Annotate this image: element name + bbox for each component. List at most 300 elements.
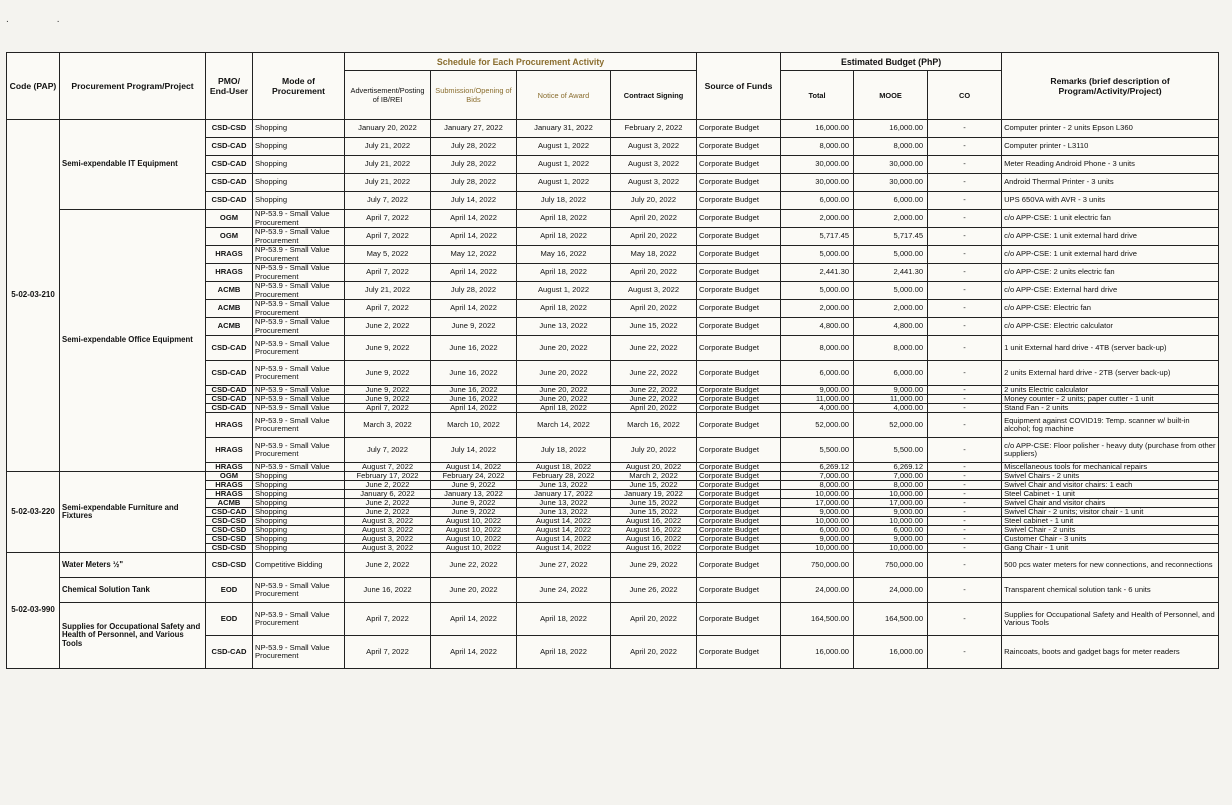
submission-date-cell: July 14, 2022	[431, 438, 517, 463]
pmo-cell: HRAGS	[206, 413, 253, 438]
total-cell: 16,000.00	[781, 636, 854, 669]
submission-date-cell: April 14, 2022	[431, 404, 517, 413]
contract-date-cell: June 29, 2022	[611, 553, 697, 578]
remarks-cell: 2 units Electric calculator	[1002, 386, 1219, 395]
advert-date-cell: April 7, 2022	[345, 210, 431, 228]
pmo-cell: CSD-CSD	[206, 517, 253, 526]
program-cell: Supplies for Occupational Safety and Health of Personnel, and Various Tools	[60, 603, 206, 669]
pmo-cell: ACMB	[206, 499, 253, 508]
notice-date-cell: April 18, 2022	[517, 210, 611, 228]
mode-cell: NP-53.9 - Small Value Procurement	[253, 636, 345, 669]
mode-cell: Shopping	[253, 544, 345, 553]
submission-date-cell: June 9, 2022	[431, 481, 517, 490]
submission-date-cell: June 16, 2022	[431, 361, 517, 386]
advert-date-cell: June 2, 2022	[345, 508, 431, 517]
notice-date-cell: August 1, 2022	[517, 156, 611, 174]
mooe-cell: 16,000.00	[854, 636, 928, 669]
header-code: Code (PAP)	[7, 53, 60, 120]
mode-cell: Shopping	[253, 120, 345, 138]
contract-date-cell: August 16, 2022	[611, 517, 697, 526]
co-cell: -	[928, 336, 1002, 361]
contract-date-cell: August 3, 2022	[611, 138, 697, 156]
notice-date-cell: August 1, 2022	[517, 174, 611, 192]
submission-date-cell: January 13, 2022	[431, 490, 517, 499]
remarks-cell: c/o APP-CSE: 1 unit electric fan	[1002, 210, 1219, 228]
source-cell: Corporate Budget	[697, 490, 781, 499]
remarks-cell: Computer printer - 2 units Epson L360	[1002, 120, 1219, 138]
mooe-cell: 16,000.00	[854, 120, 928, 138]
total-cell: 52,000.00	[781, 413, 854, 438]
contract-date-cell: June 22, 2022	[611, 386, 697, 395]
source-cell: Corporate Budget	[697, 413, 781, 438]
total-cell: 8,000.00	[781, 336, 854, 361]
remarks-cell: c/o APP-CSE: 2 units electric fan	[1002, 264, 1219, 282]
advert-date-cell: April 7, 2022	[345, 636, 431, 669]
remarks-cell: Miscellaneous tools for mechanical repairs	[1002, 463, 1219, 472]
contract-date-cell: August 3, 2022	[611, 156, 697, 174]
remarks-cell: Computer printer - L3110	[1002, 138, 1219, 156]
source-cell: Corporate Budget	[697, 526, 781, 535]
co-cell: -	[928, 282, 1002, 300]
remarks-cell: c/o APP-CSE: Electric calculator	[1002, 318, 1219, 336]
co-cell: -	[928, 472, 1002, 481]
pmo-cell: OGM	[206, 210, 253, 228]
remarks-cell: Swivel Chairs - 2 units	[1002, 472, 1219, 481]
advert-date-cell: June 2, 2022	[345, 499, 431, 508]
co-cell: -	[928, 526, 1002, 535]
notice-date-cell: June 20, 2022	[517, 336, 611, 361]
header-submission: Submission/Opening of Bids	[431, 71, 517, 120]
notice-date-cell: June 13, 2022	[517, 508, 611, 517]
source-cell: Corporate Budget	[697, 472, 781, 481]
total-cell: 9,000.00	[781, 535, 854, 544]
mode-cell: Shopping	[253, 499, 345, 508]
remarks-cell: c/o APP-CSE: External hard drive	[1002, 282, 1219, 300]
co-cell: -	[928, 210, 1002, 228]
remarks-cell: c/o APP-CSE: Floor polisher - heavy duty (purchase from other suppliers)	[1002, 438, 1219, 463]
program-cell: Semi-expendable IT Equipment	[60, 120, 206, 210]
mode-cell: NP-53.9 - Small Value	[253, 395, 345, 404]
remarks-cell: Android Thermal Printer - 3 units	[1002, 174, 1219, 192]
program-cell: Chemical Solution Tank	[60, 578, 206, 603]
source-cell: Corporate Budget	[697, 386, 781, 395]
advert-date-cell: April 7, 2022	[345, 603, 431, 636]
co-cell: -	[928, 395, 1002, 404]
source-cell: Corporate Budget	[697, 361, 781, 386]
pmo-cell: EOD	[206, 603, 253, 636]
notice-date-cell: August 14, 2022	[517, 535, 611, 544]
submission-date-cell: June 20, 2022	[431, 578, 517, 603]
remarks-cell: Supplies for Occupational Safety and Health of Personnel, and Various Tools	[1002, 603, 1219, 636]
total-cell: 2,441.30	[781, 264, 854, 282]
remarks-cell: 2 units External hard drive - 2TB (server back-up)	[1002, 361, 1219, 386]
co-cell: -	[928, 463, 1002, 472]
advert-date-cell: June 2, 2022	[345, 553, 431, 578]
pmo-cell: CSD-CAD	[206, 156, 253, 174]
notice-date-cell: August 14, 2022	[517, 544, 611, 553]
remarks-cell: c/o APP-CSE: Electric fan	[1002, 300, 1219, 318]
notice-date-cell: August 14, 2022	[517, 517, 611, 526]
mode-cell: NP-53.9 - Small Value Procurement	[253, 282, 345, 300]
source-cell: Corporate Budget	[697, 517, 781, 526]
submission-date-cell: July 14, 2022	[431, 192, 517, 210]
submission-date-cell: June 16, 2022	[431, 395, 517, 404]
mooe-cell: 750,000.00	[854, 553, 928, 578]
mode-cell: NP-53.9 - Small Value Procurement	[253, 361, 345, 386]
mooe-cell: 10,000.00	[854, 490, 928, 499]
source-cell: Corporate Budget	[697, 156, 781, 174]
advert-date-cell: February 17, 2022	[345, 472, 431, 481]
advert-date-cell: January 6, 2022	[345, 490, 431, 499]
remarks-cell: UPS 650VA with AVR - 3 units	[1002, 192, 1219, 210]
source-cell: Corporate Budget	[697, 544, 781, 553]
pap-code-cell: 5-02-03-990	[7, 553, 60, 669]
mooe-cell: 5,500.00	[854, 438, 928, 463]
source-cell: Corporate Budget	[697, 192, 781, 210]
notice-date-cell: April 18, 2022	[517, 404, 611, 413]
co-cell: -	[928, 361, 1002, 386]
notice-date-cell: August 14, 2022	[517, 526, 611, 535]
mooe-cell: 164,500.00	[854, 603, 928, 636]
pmo-cell: CSD-CSD	[206, 535, 253, 544]
mooe-cell: 10,000.00	[854, 517, 928, 526]
mooe-cell: 5,717.45	[854, 228, 928, 246]
source-cell: Corporate Budget	[697, 404, 781, 413]
advert-date-cell: January 20, 2022	[345, 120, 431, 138]
contract-date-cell: June 22, 2022	[611, 395, 697, 404]
co-cell: -	[928, 174, 1002, 192]
mooe-cell: 5,000.00	[854, 282, 928, 300]
pmo-cell: CSD-CAD	[206, 404, 253, 413]
submission-date-cell: July 28, 2022	[431, 282, 517, 300]
notice-date-cell: May 16, 2022	[517, 246, 611, 264]
remarks-cell: c/o APP-CSE: 1 unit external hard drive	[1002, 228, 1219, 246]
total-cell: 6,000.00	[781, 526, 854, 535]
advert-date-cell: May 5, 2022	[345, 246, 431, 264]
mode-cell: NP-53.9 - Small Value Procurement	[253, 336, 345, 361]
pmo-cell: CSD-CAD	[206, 361, 253, 386]
mode-cell: Shopping	[253, 192, 345, 210]
notice-date-cell: April 18, 2022	[517, 228, 611, 246]
notice-date-cell: April 18, 2022	[517, 264, 611, 282]
contract-date-cell: June 15, 2022	[611, 508, 697, 517]
mode-cell: Shopping	[253, 526, 345, 535]
pmo-cell: CSD-CAD	[206, 192, 253, 210]
submission-date-cell: August 10, 2022	[431, 535, 517, 544]
table-row	[7, 603, 1219, 636]
notice-date-cell: January 17, 2022	[517, 490, 611, 499]
advert-date-cell: August 3, 2022	[345, 526, 431, 535]
mode-cell: NP-53.9 - Small Value	[253, 386, 345, 395]
header-mode: Mode of Procurement	[253, 53, 345, 120]
header-remarks: Remarks (brief description of Program/Activity/Project)	[1002, 53, 1219, 120]
contract-date-cell: August 3, 2022	[611, 282, 697, 300]
contract-date-cell: July 20, 2022	[611, 192, 697, 210]
submission-date-cell: April 14, 2022	[431, 210, 517, 228]
header-contract: Contract Signing	[611, 71, 697, 120]
submission-date-cell: April 14, 2022	[431, 603, 517, 636]
co-cell: -	[928, 438, 1002, 463]
table-row	[7, 578, 1219, 603]
advert-date-cell: July 7, 2022	[345, 438, 431, 463]
advert-date-cell: June 9, 2022	[345, 336, 431, 361]
total-cell: 10,000.00	[781, 517, 854, 526]
submission-date-cell: June 9, 2022	[431, 499, 517, 508]
co-cell: -	[928, 404, 1002, 413]
co-cell: -	[928, 300, 1002, 318]
source-cell: Corporate Budget	[697, 264, 781, 282]
co-cell: -	[928, 553, 1002, 578]
source-cell: Corporate Budget	[697, 300, 781, 318]
source-cell: Corporate Budget	[697, 318, 781, 336]
mode-cell: Shopping	[253, 517, 345, 526]
total-cell: 9,000.00	[781, 508, 854, 517]
header-program: Procurement Program/Project	[60, 53, 206, 120]
mode-cell: NP-53.9 - Small Value Procurement	[253, 264, 345, 282]
notice-date-cell: June 27, 2022	[517, 553, 611, 578]
contract-date-cell: June 26, 2022	[611, 578, 697, 603]
mode-cell: Shopping	[253, 481, 345, 490]
remarks-cell: 500 pcs water meters for new connections, and reconnections	[1002, 553, 1219, 578]
co-cell: -	[928, 578, 1002, 603]
remarks-cell: Equipment against COVID19: Temp. scanner w/ built-in alcohol; fog machine	[1002, 413, 1219, 438]
total-cell: 4,000.00	[781, 404, 854, 413]
total-cell: 5,500.00	[781, 438, 854, 463]
notice-date-cell: August 18, 2022	[517, 463, 611, 472]
notice-date-cell: March 14, 2022	[517, 413, 611, 438]
mooe-cell: 30,000.00	[854, 174, 928, 192]
mooe-cell: 8,000.00	[854, 336, 928, 361]
co-cell: -	[928, 535, 1002, 544]
contract-date-cell: February 2, 2022	[611, 120, 697, 138]
co-cell: -	[928, 264, 1002, 282]
mooe-cell: 9,000.00	[854, 386, 928, 395]
program-cell: Water Meters ½"	[60, 553, 206, 578]
remarks-cell: c/o APP-CSE: 1 unit external hard drive	[1002, 246, 1219, 264]
submission-date-cell: April 14, 2022	[431, 228, 517, 246]
notice-date-cell: July 18, 2022	[517, 192, 611, 210]
submission-date-cell: February 24, 2022	[431, 472, 517, 481]
mode-cell: Shopping	[253, 472, 345, 481]
notice-date-cell: April 18, 2022	[517, 636, 611, 669]
total-cell: 164,500.00	[781, 603, 854, 636]
pmo-cell: CSD-CAD	[206, 336, 253, 361]
pmo-cell: CSD-CAD	[206, 386, 253, 395]
co-cell: -	[928, 499, 1002, 508]
co-cell: -	[928, 490, 1002, 499]
source-cell: Corporate Budget	[697, 228, 781, 246]
advert-date-cell: June 2, 2022	[345, 481, 431, 490]
submission-date-cell: July 28, 2022	[431, 138, 517, 156]
advert-date-cell: June 2, 2022	[345, 318, 431, 336]
total-cell: 24,000.00	[781, 578, 854, 603]
mode-cell: Shopping	[253, 490, 345, 499]
total-cell: 17,000.00	[781, 499, 854, 508]
notice-date-cell: June 20, 2022	[517, 361, 611, 386]
total-cell: 9,000.00	[781, 386, 854, 395]
submission-date-cell: August 10, 2022	[431, 517, 517, 526]
co-cell: -	[928, 386, 1002, 395]
advert-date-cell: June 9, 2022	[345, 395, 431, 404]
notice-date-cell: July 18, 2022	[517, 438, 611, 463]
contract-date-cell: August 16, 2022	[611, 535, 697, 544]
advert-date-cell: March 3, 2022	[345, 413, 431, 438]
advert-date-cell: August 7, 2022	[345, 463, 431, 472]
contract-date-cell: June 15, 2022	[611, 481, 697, 490]
total-cell: 5,717.45	[781, 228, 854, 246]
notice-date-cell: January 31, 2022	[517, 120, 611, 138]
mooe-cell: 52,000.00	[854, 413, 928, 438]
co-cell: -	[928, 246, 1002, 264]
mooe-cell: 7,000.00	[854, 472, 928, 481]
total-cell: 2,000.00	[781, 210, 854, 228]
pmo-cell: OGM	[206, 472, 253, 481]
source-cell: Corporate Budget	[697, 138, 781, 156]
advert-date-cell: April 7, 2022	[345, 264, 431, 282]
mode-cell: NP-53.9 - Small Value Procurement	[253, 300, 345, 318]
co-cell: -	[928, 508, 1002, 517]
mode-cell: Competitive Bidding	[253, 553, 345, 578]
pmo-cell: CSD-CAD	[206, 174, 253, 192]
mooe-cell: 2,000.00	[854, 210, 928, 228]
co-cell: -	[928, 156, 1002, 174]
total-cell: 6,000.00	[781, 361, 854, 386]
mode-cell: NP-53.9 - Small Value	[253, 463, 345, 472]
source-cell: Corporate Budget	[697, 578, 781, 603]
total-cell: 30,000.00	[781, 156, 854, 174]
table-row	[7, 210, 1219, 228]
submission-date-cell: June 9, 2022	[431, 318, 517, 336]
header-mooe: MOOE	[854, 71, 928, 120]
mode-cell: Shopping	[253, 174, 345, 192]
advert-date-cell: June 16, 2022	[345, 578, 431, 603]
header-notice: Notice of Award	[517, 71, 611, 120]
submission-date-cell: March 10, 2022	[431, 413, 517, 438]
pmo-cell: CSD-CAD	[206, 138, 253, 156]
co-cell: -	[928, 413, 1002, 438]
remarks-cell: Steel cabinet - 1 unit	[1002, 517, 1219, 526]
submission-date-cell: June 16, 2022	[431, 386, 517, 395]
submission-date-cell: April 14, 2022	[431, 636, 517, 669]
source-cell: Corporate Budget	[697, 553, 781, 578]
pmo-cell: HRAGS	[206, 463, 253, 472]
mooe-cell: 8,000.00	[854, 481, 928, 490]
co-cell: -	[928, 138, 1002, 156]
header-advert: Advertisement/Posting of IB/REI	[345, 71, 431, 120]
contract-date-cell: April 20, 2022	[611, 404, 697, 413]
mode-cell: NP-53.9 - Small Value Procurement	[253, 246, 345, 264]
submission-date-cell: May 12, 2022	[431, 246, 517, 264]
submission-date-cell: June 22, 2022	[431, 553, 517, 578]
mode-cell: NP-53.9 - Small Value Procurement	[253, 413, 345, 438]
notice-date-cell: February 28, 2022	[517, 472, 611, 481]
submission-date-cell: August 14, 2022	[431, 463, 517, 472]
contract-date-cell: June 22, 2022	[611, 361, 697, 386]
contract-date-cell: July 20, 2022	[611, 438, 697, 463]
advert-date-cell: April 7, 2022	[345, 404, 431, 413]
table-row	[7, 553, 1219, 578]
source-cell: Corporate Budget	[697, 636, 781, 669]
remarks-cell: Raincoats, boots and gadget bags for meter readers	[1002, 636, 1219, 669]
notice-date-cell: April 18, 2022	[517, 300, 611, 318]
source-cell: Corporate Budget	[697, 535, 781, 544]
source-cell: Corporate Budget	[697, 120, 781, 138]
co-cell: -	[928, 318, 1002, 336]
pmo-cell: CSD-CAD	[206, 395, 253, 404]
source-cell: Corporate Budget	[697, 508, 781, 517]
mooe-cell: 9,000.00	[854, 508, 928, 517]
mode-cell: NP-53.9 - Small Value Procurement	[253, 578, 345, 603]
co-cell: -	[928, 517, 1002, 526]
advert-date-cell: June 9, 2022	[345, 386, 431, 395]
total-cell: 4,800.00	[781, 318, 854, 336]
pmo-cell: HRAGS	[206, 264, 253, 282]
total-cell: 10,000.00	[781, 490, 854, 499]
submission-date-cell: July 28, 2022	[431, 174, 517, 192]
contract-date-cell: April 20, 2022	[611, 264, 697, 282]
notice-date-cell: June 13, 2022	[517, 481, 611, 490]
mooe-cell: 6,000.00	[854, 526, 928, 535]
remarks-cell: Customer Chair - 3 units	[1002, 535, 1219, 544]
submission-date-cell: August 10, 2022	[431, 526, 517, 535]
advert-date-cell: August 3, 2022	[345, 544, 431, 553]
notice-date-cell: June 24, 2022	[517, 578, 611, 603]
contract-date-cell: April 20, 2022	[611, 228, 697, 246]
total-cell: 11,000.00	[781, 395, 854, 404]
co-cell: -	[928, 481, 1002, 490]
source-cell: Corporate Budget	[697, 481, 781, 490]
total-cell: 7,000.00	[781, 472, 854, 481]
source-cell: Corporate Budget	[697, 174, 781, 192]
source-cell: Corporate Budget	[697, 395, 781, 404]
mode-cell: NP-53.9 - Small Value Procurement	[253, 603, 345, 636]
co-cell: -	[928, 192, 1002, 210]
advert-date-cell: June 9, 2022	[345, 361, 431, 386]
contract-date-cell: January 19, 2022	[611, 490, 697, 499]
co-cell: -	[928, 636, 1002, 669]
notice-date-cell: August 1, 2022	[517, 282, 611, 300]
mode-cell: NP-53.9 - Small Value	[253, 404, 345, 413]
mooe-cell: 5,000.00	[854, 246, 928, 264]
contract-date-cell: March 2, 2022	[611, 472, 697, 481]
submission-date-cell: June 16, 2022	[431, 336, 517, 361]
submission-date-cell: July 28, 2022	[431, 156, 517, 174]
total-cell: 2,000.00	[781, 300, 854, 318]
source-cell: Corporate Budget	[697, 210, 781, 228]
notice-date-cell: June 20, 2022	[517, 395, 611, 404]
header-total: Total	[781, 71, 854, 120]
program-cell: Semi-expendable Office Equipment	[60, 210, 206, 472]
remarks-cell: 1 unit External hard drive - 4TB (server back-up)	[1002, 336, 1219, 361]
pmo-cell: CSD-CSD	[206, 526, 253, 535]
pmo-cell: CSD-CSD	[206, 553, 253, 578]
co-cell: -	[928, 228, 1002, 246]
header-budget: Estimated Budget (PhP)	[781, 53, 1002, 71]
contract-date-cell: August 16, 2022	[611, 526, 697, 535]
contract-date-cell: August 20, 2022	[611, 463, 697, 472]
header-schedule: Schedule for Each Procurement Activity	[345, 53, 697, 71]
mode-cell: Shopping	[253, 508, 345, 517]
advert-date-cell: August 3, 2022	[345, 517, 431, 526]
source-cell: Corporate Budget	[697, 336, 781, 361]
mode-cell: Shopping	[253, 138, 345, 156]
pmo-cell: ACMB	[206, 282, 253, 300]
mooe-cell: 2,000.00	[854, 300, 928, 318]
contract-date-cell: August 16, 2022	[611, 544, 697, 553]
contract-date-cell: April 20, 2022	[611, 636, 697, 669]
contract-date-cell: May 18, 2022	[611, 246, 697, 264]
mooe-cell: 6,269.12	[854, 463, 928, 472]
